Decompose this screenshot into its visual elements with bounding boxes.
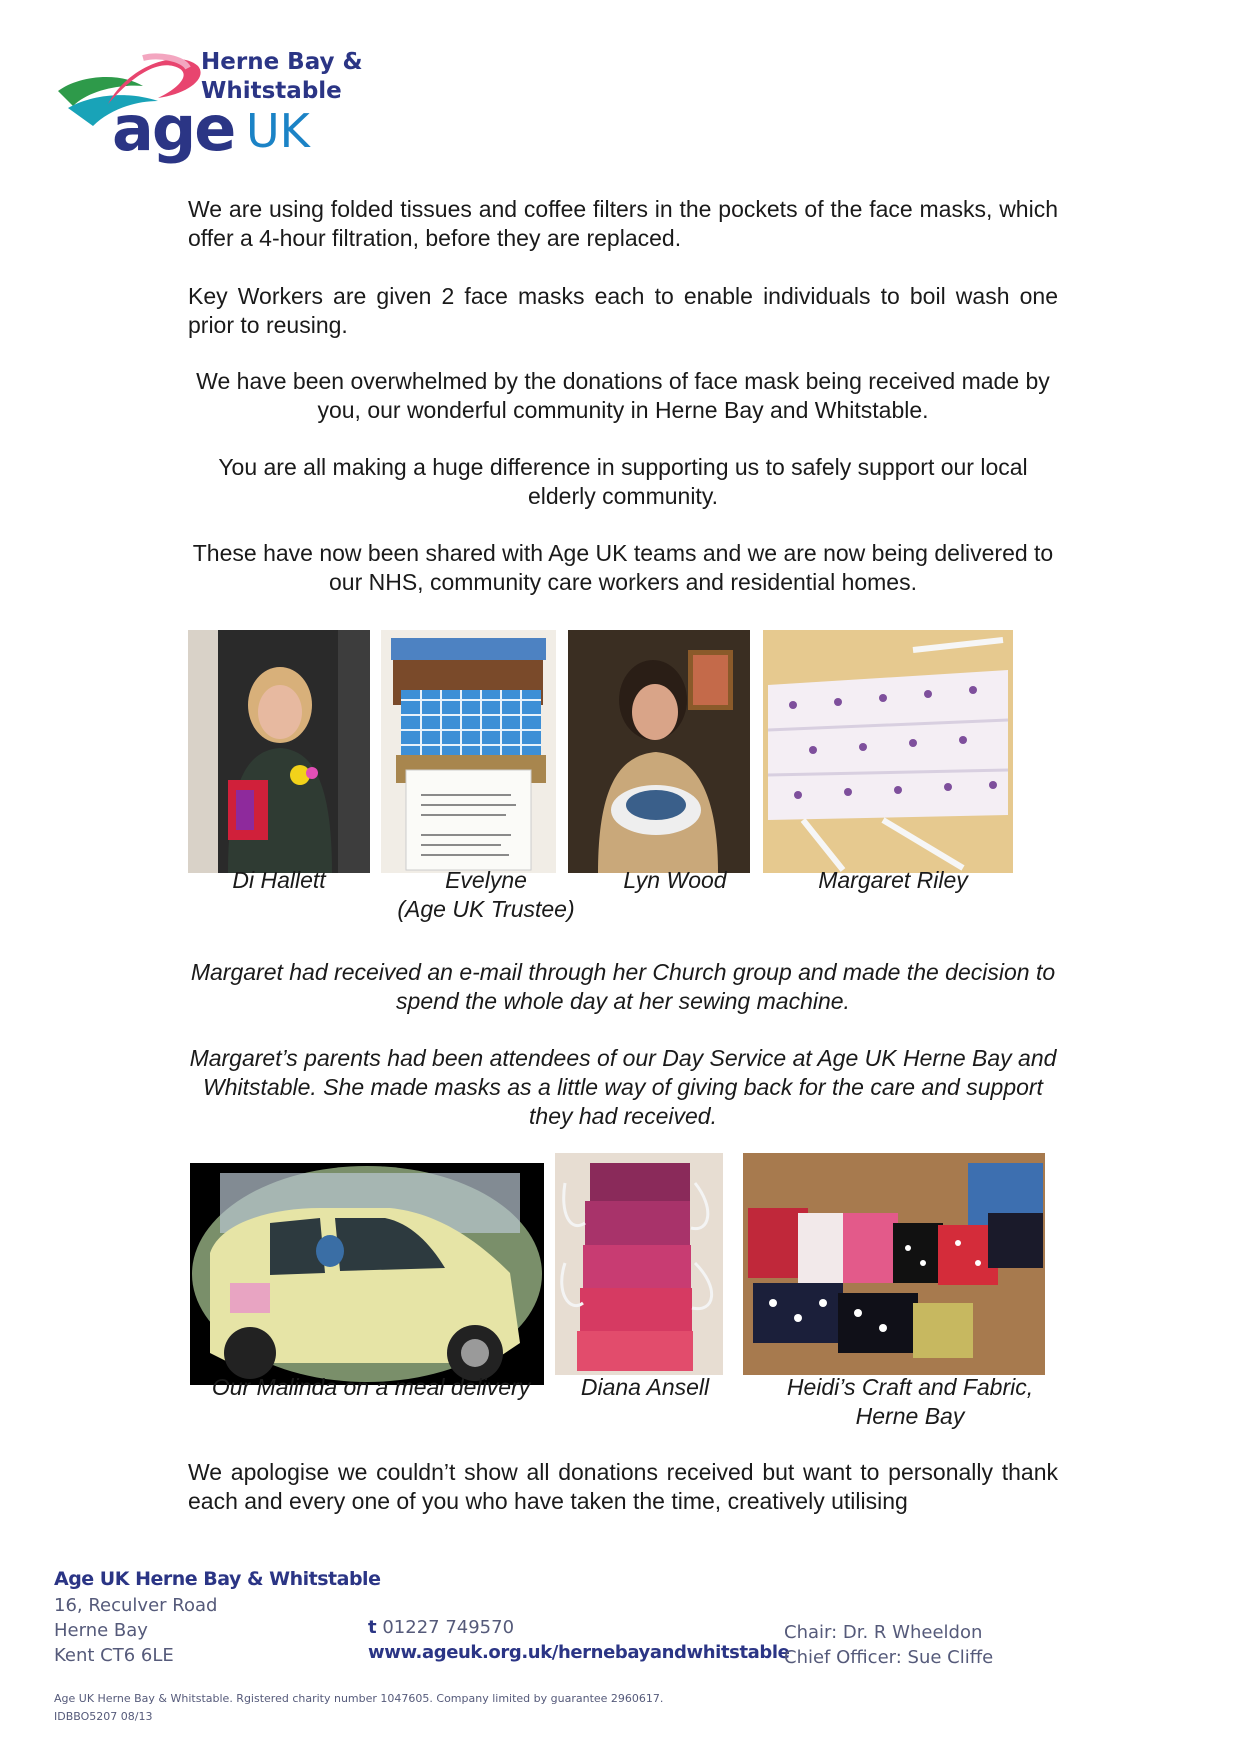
logo-uk-text: UK bbox=[246, 104, 310, 158]
footer-telephone-number: 01227 749570 bbox=[382, 1617, 515, 1638]
photo-diana-ansell bbox=[555, 1153, 723, 1375]
caption-di-hallett: Di Hallett bbox=[232, 867, 326, 893]
photo-malinda-delivery bbox=[190, 1163, 544, 1385]
paragraph-apology: We apologise we couldn’t show all donations received but want to personally thank each and every one of you who have taken the time, creatively utilising bbox=[188, 1459, 1058, 1514]
paragraph-tissues: We are using folded tissues and coffee filters in the pockets of the face masks, which offer a 4-hour filtration, before they are replaced. bbox=[188, 196, 1058, 251]
footer-address-line-2: Herne Bay bbox=[54, 1620, 148, 1641]
footer-chief-officer: Chief Officer: Sue Cliffe bbox=[784, 1647, 994, 1668]
paragraph-overwhelmed: We have been overwhelmed by the donations of face mask being received made by you, our wonderful community in Herne Bay and Whitstable. bbox=[196, 368, 1050, 423]
paragraph-shared: These have now been shared with Age UK teams and we are now being delivered to our NHS, community care workers and residential homes. bbox=[192, 540, 1054, 595]
caption-heidis-line-1: Heidi’s Craft and Fabric, bbox=[786, 1374, 1034, 1400]
paragraph-difference: You are all making a huge difference in supporting us to safely support our local elderly community. bbox=[218, 454, 1028, 509]
photo-di-hallett bbox=[188, 630, 370, 873]
footer-website-link[interactable]: www.ageuk.org.uk/hernebayandwhitstable bbox=[368, 1642, 790, 1663]
footer-org-name: Age UK Herne Bay & Whitstable bbox=[54, 1568, 381, 1590]
caption-heidis-line-2: Herne Bay bbox=[855, 1403, 965, 1429]
logo-age-text: age bbox=[112, 92, 235, 165]
paragraph-margaret-parents: Margaret’s parents had been attendees of our Day Service at Age UK Herne Bay and Whitstable. She made masks as a little way of giving back for the care and support they had received. bbox=[189, 1045, 1057, 1129]
caption-margaret-riley: Margaret Riley bbox=[818, 867, 968, 893]
photo-evelyne bbox=[381, 630, 556, 873]
caption-lyn-wood: Lyn Wood bbox=[623, 867, 727, 893]
photo-heidis-craft bbox=[743, 1153, 1045, 1375]
logo-line-2: Whitstable bbox=[201, 78, 342, 104]
footer-telephone bbox=[368, 1617, 514, 1638]
footer-legal-ref: IDBBO5207 08/13 bbox=[54, 1710, 153, 1723]
photo-lyn-wood bbox=[568, 630, 750, 873]
logo-line-1: Herne Bay & bbox=[201, 49, 363, 75]
caption-heidis-craft bbox=[765, 1373, 1055, 1431]
footer-officers bbox=[784, 1620, 993, 1670]
footer-address-line-1: 16, Reculver Road bbox=[54, 1595, 218, 1616]
caption-malinda: Our Malinda on a meal delivery bbox=[211, 1374, 531, 1400]
caption-evelyne bbox=[371, 866, 601, 924]
footer-legal bbox=[54, 1690, 663, 1726]
caption-diana-ansell: Diana Ansell bbox=[580, 1374, 710, 1400]
footer-legal-charity: Age UK Herne Bay & Whitstable. Rgistered charity number 1047605. Company limited by guarantee 2960617. bbox=[54, 1692, 664, 1705]
footer-address bbox=[54, 1593, 217, 1668]
caption-evelyne-role: (Age UK Trustee) bbox=[397, 896, 575, 922]
footer-address-line-3: Kent CT6 6LE bbox=[54, 1645, 174, 1666]
photo-margaret-riley bbox=[763, 630, 1013, 873]
footer-chair: Chair: Dr. R Wheeldon bbox=[784, 1622, 983, 1643]
footer-telephone-prefix: t bbox=[368, 1617, 377, 1638]
paragraph-margaret-email: Margaret had received an e-mail through her Church group and made the decision to spend the whole day at her sewing machine. bbox=[190, 959, 1056, 1014]
caption-evelyne-name: Evelyne bbox=[445, 867, 527, 893]
paragraph-key-workers: Key Workers are given 2 face masks each to enable individuals to boil wash one prior to reusing. bbox=[188, 283, 1058, 338]
